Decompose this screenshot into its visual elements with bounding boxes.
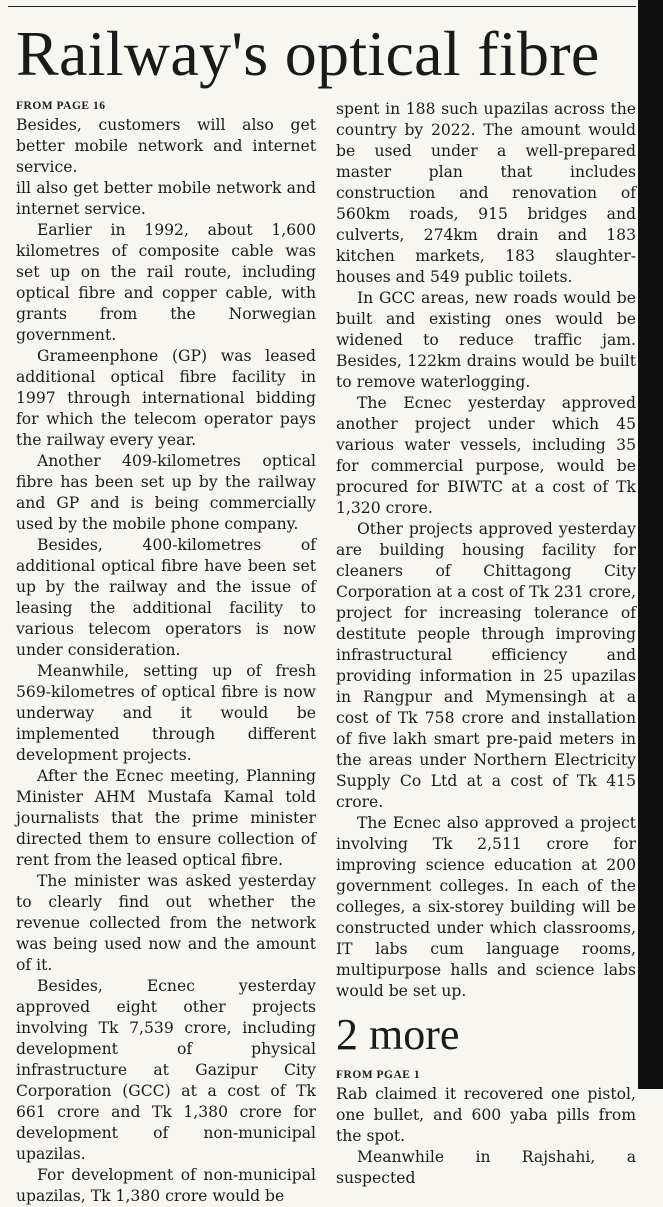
paragraph: Grameenphone (GP) was leased additional optical fibre facility in 1997 through international bidding for which the telecom operator pays the railway every year. xyxy=(16,347,316,449)
paragraph: Rab claimed it recovered one pistol, one bullet, and 600 yaba pills from the spot. xyxy=(336,1085,636,1145)
article-column-left xyxy=(16,97,316,1207)
paragraph: Another 409-kilometres optical fibre has been set up by the railway and GP and is being commercially used by the mobile phone company. xyxy=(16,452,316,533)
article-column-right xyxy=(336,99,636,1189)
paragraph: Meanwhile in Rajshahi, a suspected xyxy=(336,1148,636,1187)
page-edge-band xyxy=(638,0,663,1089)
paragraph: For development of non-municipal upazilas, Tk 1,380 crore would be xyxy=(16,1166,316,1205)
paragraph: Meanwhile, setting up of fresh 569-kilometres of optical fibre is now underway and it would be implemented through different development projects. xyxy=(16,662,316,764)
jump-label: FROM PAGE 16 xyxy=(16,100,106,112)
paragraph: spent in 188 such upazilas across the country by 2022. The amount would be used under a well-prepared master plan that includes construction and renovation of 560km roads, 915 bridges and culverts, 274km drain and 183 kitchen markets, 183 slaughter-houses and 549 public toilets. xyxy=(336,100,636,286)
paragraph: Other projects approved yesterday are building housing facility for cleaners of Chittagong City Corporation at a cost of Tk 231 crore, project for increasing tolerance of destitute people through improving infrastructural efficiency and providing information in 25 upazilas in Rangpur and Mymensingh at a cost of Tk 758 crore and installation of five lakh smart pre-paid meters in the areas under Northern Electricity Supply Co Ltd at a cost of Tk 415 crore. xyxy=(336,520,636,811)
second-jump-label: FROM PGAE 1 xyxy=(336,1069,421,1081)
paragraph: Besides, 400-kilometres of additional optical fibre have been set up by the railway and the issue of leasing the additional facility to various telecom operators is now under consideration. xyxy=(16,536,316,659)
paragraph: The Ecnec also approved a project involving Tk 2,511 crore for improving science education at 200 government colleges. In each of the colleges, a six-storey building will be constructed under which classrooms, IT labs cum language rooms, multipurpose halls and science labs would be set up. xyxy=(336,814,636,1000)
paragraph: Earlier in 1992, about 1,600 kilometres of composite cable was set up on the rail route, including optical fibre and copper cable, with grants from the Norwegian government. xyxy=(16,221,316,344)
paragraph: ill also get better mobile network and internet service. xyxy=(16,179,316,218)
top-rule xyxy=(8,6,636,7)
paragraph: In GCC areas, new roads would be built and existing ones would be widened to reduce traffic jam. Besides, 122km drains would be built to remove waterlogging. xyxy=(336,289,636,391)
paragraph: Besides, customers will also get better mobile network and internet service. xyxy=(16,116,316,176)
paragraph: The Ecnec yesterday approved another project under which 45 various water vessels, including 35 for commercial purpose, would be procured for BIWTC at a cost of Tk 1,320 crore. xyxy=(336,394,636,517)
paragraph: Besides, Ecnec yesterday approved eight other projects involving Tk 7,539 crore, including development of physical infrastructure at Gazipur City Corporation (GCC) at a cost of Tk 661 crore and Tk 1,380 crore for development of non-municipal upazilas. xyxy=(16,977,316,1163)
second-article-headline: 2 more xyxy=(336,1010,460,1059)
paragraph: After the Ecnec meeting, Planning Minister AHM Mustafa Kamal told journalists that the prime minister directed them to ensure collection of rent from the leased optical fibre. xyxy=(16,767,316,869)
article-headline: Railway's optical fibre xyxy=(16,18,600,89)
paragraph: The minister was asked yesterday to clearly find out whether the revenue collected from the network was being used now and the amount of it. xyxy=(16,872,316,974)
